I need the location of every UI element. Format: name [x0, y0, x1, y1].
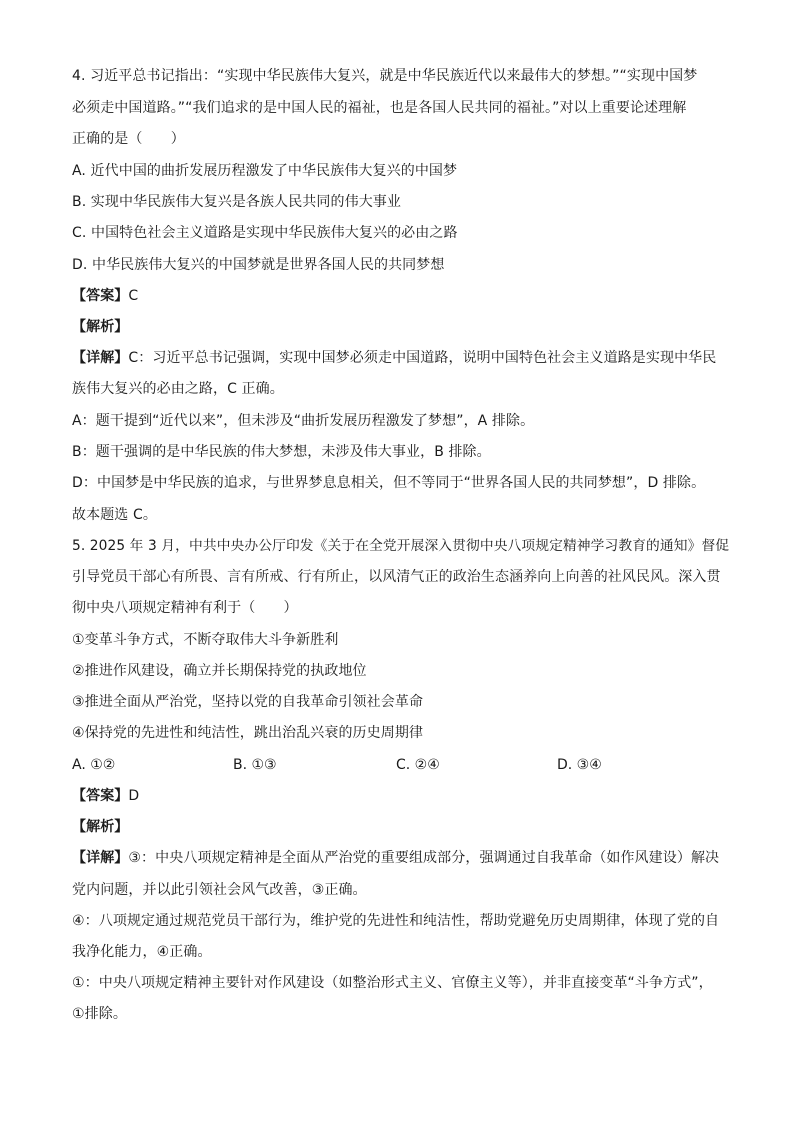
q4-answer-line [72, 286, 732, 306]
q5-detail-line-5: ①：中央八项规定精神主要针对作风建设（如整治形式主义、官僚主义等），并非直接变革“斗争方式”， [72, 975, 713, 991]
q5-detail-label: 【详解】 [72, 850, 129, 866]
q4-stem-line-3: 正确的是（ ） [72, 131, 185, 147]
q5-detail-line-6: ①排除。 [72, 1006, 127, 1022]
q5-statement-2: ②推进作风建设，确立并长期保持党的执政地位 [72, 663, 367, 679]
q5-answer-label: 【答案】 [72, 788, 129, 804]
q5-statement-4: ④保持党的先进性和纯洁性，跳出治乱兴衰的历史周期律 [72, 725, 424, 741]
q5-stem-line-3: 彻中央八项规定精神有利于（ ） [72, 600, 298, 616]
q5-option-b: B. ①③ [233, 757, 277, 773]
q4-stem-line-2: 必须走中国道路。”“我们追求的是中国人民的福祉，也是各国人民共同的福祉。”对以上重要论述理解 [72, 100, 687, 116]
q4-detail-line-4: B：题干强调的是中华民族的伟大梦想，未涉及伟大事业，B 排除。 [72, 444, 491, 460]
q5-detail-line-2: 党内问题，并以此引领社会风气改善，③正确。 [72, 882, 367, 898]
q4-option-d: D. 中华民族伟大复兴的中国梦就是世界各国人民的共同梦想 [72, 257, 445, 273]
q4-option-a: A. 近代中国的曲折发展历程激发了中华民族伟大复兴的中国梦 [72, 163, 458, 179]
q5-detail-line-3: ④：八项规定通过规范党员干部行为，维护党的先进性和纯洁性，帮助党避免历史周期律，体现了党的自 [72, 913, 720, 929]
q5-stem-line-2: 引导党员干部心有所畏、言有所戒、行有所止，以风清气正的政治生态涵养向上向善的社风民风。深入贯 [72, 569, 721, 585]
q5-analysis-label: 【解析】 [72, 819, 129, 835]
q4-detail-line-6: 故本题选 C。 [72, 507, 157, 523]
q4-detail-line-5: D：中国梦是中华民族的追求，与世界梦息息相关，但不等同于“世界各国人民的共同梦想”，D 排除。 [72, 475, 706, 491]
q4-option-b: B. 实现中华民族伟大复兴是各族人民共同的伟大事业 [72, 194, 402, 210]
q5-answer-line [72, 786, 732, 806]
q4-answer-label: 【答案】 [72, 288, 129, 304]
q5-option-c: C. ②④ [396, 757, 440, 773]
q5-analysis-line [72, 817, 732, 837]
q4-stem-line-1: 4. 习近平总书记指出：“实现中华民族伟大复兴，就是中华民族近代以来最伟大的梦想。”“实现中国梦 [72, 68, 698, 84]
q4-detail-label: 【详解】 [72, 350, 129, 366]
q4-answer-value: C [128, 288, 139, 304]
q5-detail-text-1: ③：中央八项规定精神是全面从严治党的重要组成部分，强调通过自我革命（如作风建设）解决 [128, 850, 720, 866]
q5-answer-value: D [128, 788, 140, 804]
q4-analysis-line [72, 317, 732, 337]
q5-statement-3: ③推进全面从严治党，坚持以党的自我革命引领社会革命 [72, 694, 424, 710]
q4-detail-line-1 [72, 348, 732, 368]
q5-detail-line-1 [72, 848, 732, 868]
q5-option-a: A. ①② [72, 757, 116, 773]
q4-detail-line-2: 族伟大复兴的必由之路，C 正确。 [72, 381, 284, 397]
q5-detail-line-4: 我净化能力，④正确。 [72, 944, 212, 960]
q5-statement-1: ①变革斗争方式，不断夺取伟大斗争新胜利 [72, 632, 339, 648]
q5-stem-line-1: 5. 2025 年 3 月，中共中央办公厅印发《关于在全党开展深入贯彻中央八项规定精神学习教育的通知》督促 [72, 538, 730, 554]
q5-option-d: D. ③④ [557, 757, 602, 773]
q4-option-c: C. 中国特色社会主义道路是实现中华民族伟大复兴的必由之路 [72, 225, 458, 241]
q4-detail-text-1: C：习近平总书记强调，实现中国梦必须走中国道路，说明中国特色社会主义道路是实现中华民 [128, 350, 717, 366]
q4-detail-line-3: A：题干提到“近代以来”，但未涉及“曲折发展历程激发了梦想”，A 排除。 [72, 413, 535, 429]
q4-analysis-label: 【解析】 [72, 319, 129, 335]
